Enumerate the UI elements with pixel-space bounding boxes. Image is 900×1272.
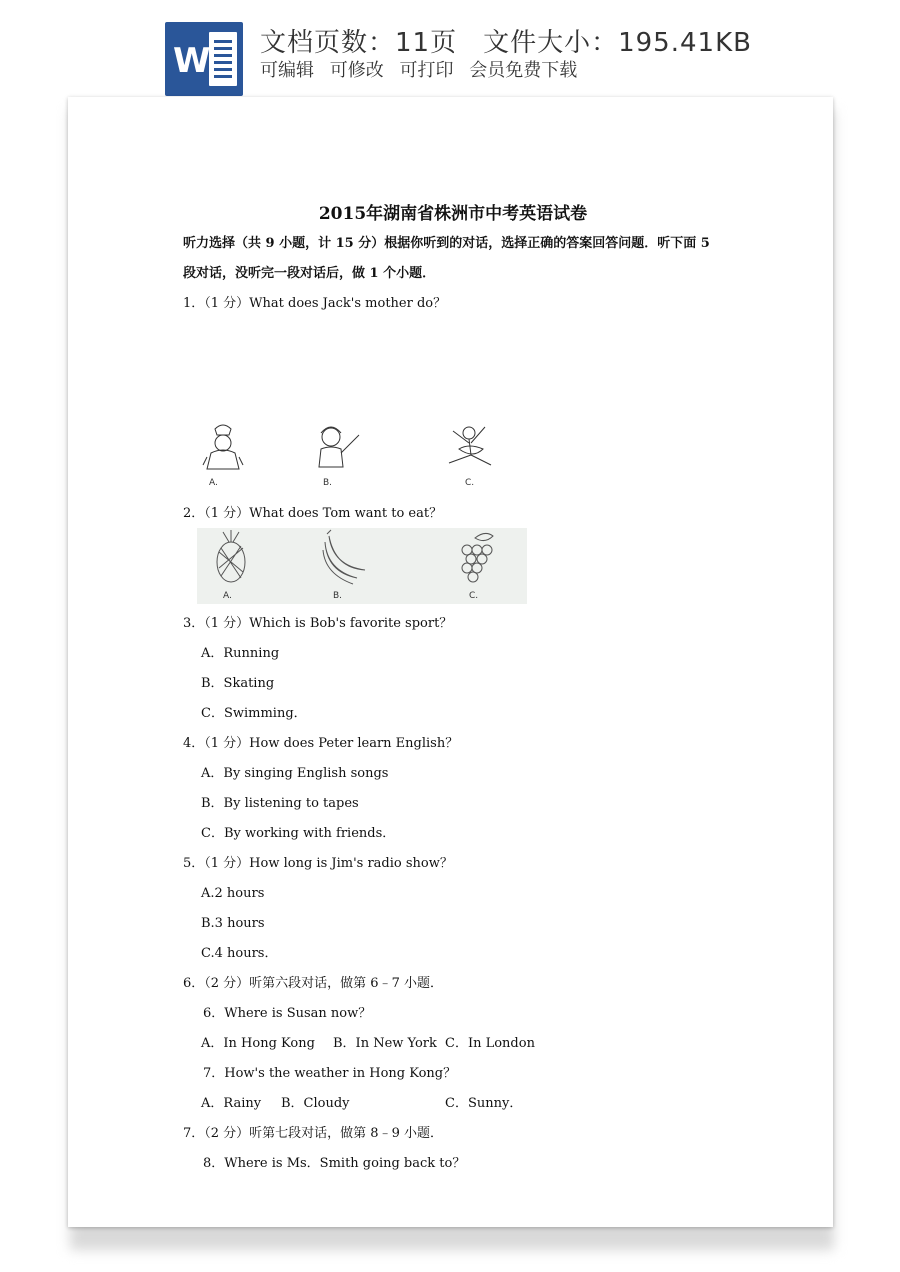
feature-modifiable: 可修改	[329, 60, 384, 81]
question-4-option-b: B．By listening to tapes	[201, 796, 359, 811]
question-6-sub-1-option-a: A．In Hong Kong	[201, 1036, 315, 1051]
q2-label-b: B.	[333, 591, 343, 601]
question-7-sub-1: 8．Where is Ms．Smith going back to？	[203, 1156, 466, 1171]
grapes-picture	[447, 528, 507, 604]
page-title: 2015年湖南省株洲市中考英语试卷	[318, 204, 588, 224]
question-5-option-a: A.2 hours	[201, 886, 265, 901]
question-6-sub-2-option-a: A．Rainy	[201, 1096, 262, 1111]
question-4-option-a: A．By singing English songs	[201, 766, 389, 781]
question-6-sub-2-option-c: C．Sunny．	[445, 1096, 523, 1111]
word-icon-letter: W	[173, 41, 211, 81]
question-6-sub-1: 6．Where is Susan now？	[203, 1006, 372, 1021]
q2-label-a: A.	[223, 591, 232, 601]
question-4: 4．（1 分）How does Peter learn English？	[183, 736, 459, 751]
question-2-pictures	[197, 528, 527, 604]
banana-picture	[315, 528, 375, 604]
document-info	[260, 22, 752, 59]
section-instructions-cont: 段对话，没听完一段对话后，做 1 个小题．	[183, 266, 436, 281]
q1-label-b: B.	[323, 478, 333, 488]
question-3: 3．（1 分）Which is Bob's favorite sport？	[183, 616, 453, 631]
q1-label-c: C.	[465, 478, 475, 488]
question-4-option-c: C．By working with friends．	[201, 826, 396, 841]
question-2: 2．（1 分）What does Tom want to eat？	[183, 506, 443, 521]
cook-picture	[197, 419, 257, 491]
feature-editable: 可编辑	[260, 60, 314, 81]
question-6-sub-1-option-b: B．In New York	[333, 1036, 437, 1051]
feature-member-download: 会员免费下载	[469, 60, 578, 81]
pineapple-picture	[207, 528, 257, 604]
question-5-option-c: C.4 hours．	[201, 946, 278, 961]
q2-label-c: C.	[469, 591, 479, 601]
question-3-option-c: C．Swimming．	[201, 706, 307, 721]
question-6-sub-2-option-b: B．Cloudy	[281, 1096, 350, 1111]
page-count: 文档页数：11页	[260, 28, 458, 58]
feature-printable: 可打印	[399, 60, 454, 81]
q1-label-a: A.	[209, 478, 218, 488]
question-5-option-b: B.3 hours	[201, 916, 265, 931]
question-7: 7．（2 分）听第七段对话，做第 8﹣9 小题．	[183, 1126, 443, 1141]
teacher-picture	[309, 419, 369, 491]
question-6-sub-2: 7．How's the weather in Hong Kong？	[203, 1066, 457, 1081]
question-6: 6．（2 分）听第六段对话，做第 6﹣7 小题．	[183, 976, 443, 991]
word-icon-page	[209, 32, 237, 86]
word-document-icon	[165, 22, 243, 96]
feature-list	[260, 56, 587, 82]
download-banner	[0, 0, 900, 100]
document-page	[68, 97, 833, 1227]
question-1: 1．（1 分）What does Jack's mother do？	[183, 296, 447, 311]
question-3-option-a: A．Running	[201, 646, 280, 661]
question-3-option-b: B．Skating	[201, 676, 275, 691]
dancer-picture	[429, 419, 509, 491]
question-5: 5．（1 分）How long is Jim's radio show？	[183, 856, 453, 871]
section-instructions: 听力选择（共 9 小题，计 15 分）根据你听到的对话，选择正确的答案回答问题．听下面 5	[183, 236, 710, 251]
question-1-pictures	[197, 419, 497, 491]
file-size: 文件大小：195.41KB	[483, 28, 752, 58]
question-6-sub-1-option-c: C．In London	[445, 1036, 535, 1051]
